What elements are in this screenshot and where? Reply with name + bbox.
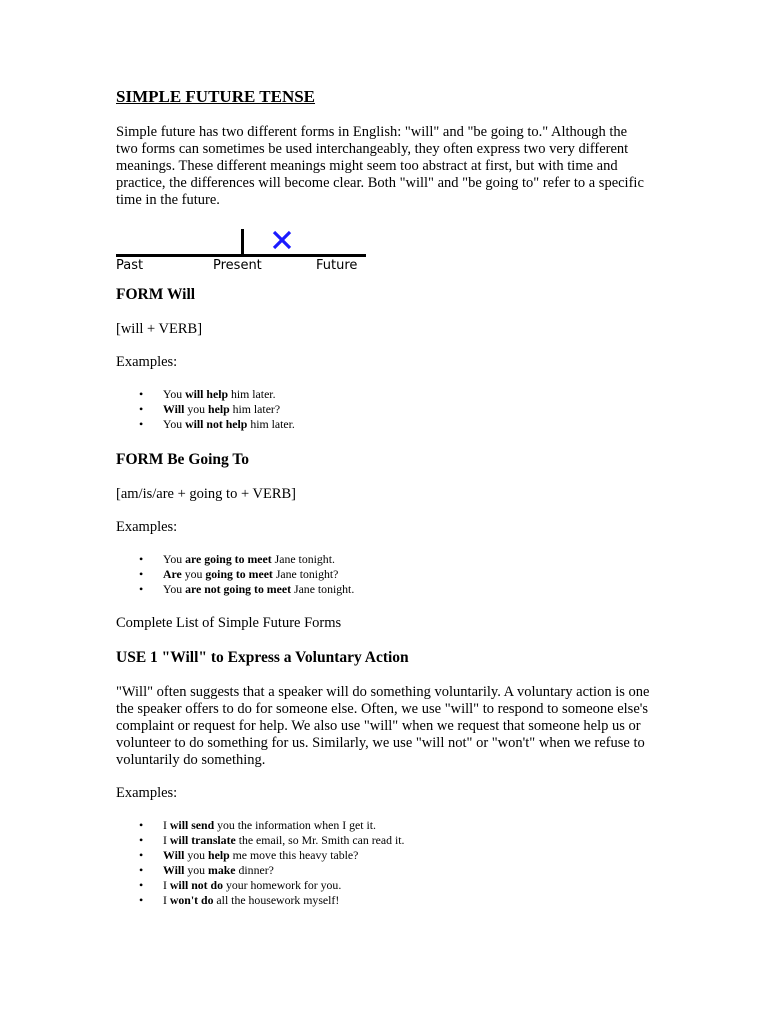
bold-text: Will: [163, 848, 185, 862]
list-item: [116, 552, 676, 567]
bold-text: will send: [169, 818, 215, 832]
text: all the housework myself!: [213, 893, 340, 907]
list-item: [116, 833, 676, 848]
text: Jane tonight?: [272, 567, 339, 581]
form-will-formula: [will + VERB]: [116, 321, 203, 337]
list-item: [116, 878, 676, 893]
text: your homework for you.: [223, 878, 342, 892]
bold-text: are going to meet: [185, 552, 272, 566]
text: him later?: [229, 402, 281, 416]
list-item: [116, 387, 676, 402]
list-item: [116, 402, 676, 417]
list-item: [116, 893, 676, 908]
use1-paragraph: "Will" often suggests that a speaker will do something voluntarily. A voluntary action is one the speaker offers to do for someone else. Often, we use "will" to respond to someone else's complaint or request for help. We also use "will" when we request that someone help us or volunteer to do something for us. Similarly, we use "will not" or "won't" when we refuse to voluntarily do something.: [116, 684, 650, 768]
text: Jane tonight.: [271, 552, 335, 566]
form-will-examples-label: Examples:: [116, 354, 178, 370]
intro-paragraph: Simple future has two different forms in English: "will" and "be going to." Although the two forms can sometimes be used interchangeably, they often express two very different meanings. These different meanings might seem too abstract at first, but with time and practice, the differences will become clear. Both "will" and "be going to" refer to a specific time in the future.: [116, 124, 644, 208]
document-page: [116, 86, 676, 908]
list-item: [116, 863, 676, 878]
text: him later.: [247, 417, 295, 431]
timeline-label-present: Present: [213, 258, 262, 273]
text: you: [181, 567, 206, 581]
text: me move this heavy table?: [229, 848, 359, 862]
text: him later.: [228, 387, 276, 401]
text: dinner?: [235, 863, 274, 877]
form-going-examples: [116, 552, 676, 597]
use1-examples-label: Examples:: [116, 785, 178, 801]
bold-text: Will: [163, 863, 185, 877]
bold-text: help: [208, 402, 230, 416]
list-item: [116, 582, 676, 597]
text: the email, so Mr. Smith can read it.: [235, 833, 405, 847]
form-going-heading: FORM Be Going To: [116, 451, 250, 468]
list-item: [116, 848, 676, 863]
form-will-heading: FORM Will: [116, 286, 196, 303]
text: you: [184, 863, 209, 877]
bold-text: Will: [163, 402, 185, 416]
list-item: [116, 567, 676, 582]
text: You: [163, 582, 186, 596]
form-going-formula: [am/is/are + going to + VERB]: [116, 486, 296, 502]
complete-list-link: Complete List of Simple Future Forms: [116, 615, 342, 631]
text: I: [163, 878, 170, 892]
bold-text: will not do: [169, 878, 223, 892]
use1-examples: [116, 818, 676, 908]
form-will-examples: [116, 387, 676, 432]
text: Jane tonight.: [291, 582, 355, 596]
text: I: [163, 818, 170, 832]
bold-text: going to meet: [205, 567, 273, 581]
text: You: [163, 387, 186, 401]
text: You: [163, 417, 186, 431]
bold-text: won't do: [169, 893, 214, 907]
timeline-label-future: Future: [316, 258, 358, 273]
bold-text: make: [208, 863, 236, 877]
text: I: [163, 833, 170, 847]
use1-heading: USE 1 "Will" to Express a Voluntary Action: [116, 649, 409, 666]
text: You: [163, 552, 186, 566]
bold-text: Are: [163, 567, 182, 581]
list-item: [116, 818, 676, 833]
present-tick: [241, 229, 244, 256]
text: you: [184, 402, 209, 416]
form-going-examples-label: Examples:: [116, 519, 178, 535]
bold-text: will not help: [185, 417, 248, 431]
timeline-diagram: [116, 227, 368, 275]
bold-text: are not going to meet: [185, 582, 292, 596]
text: you the information when I get it.: [214, 818, 376, 832]
text: I: [163, 893, 170, 907]
page-title: SIMPLE FUTURE TENSE: [116, 87, 316, 106]
future-x-marker-icon: [271, 229, 293, 251]
bold-text: will help: [185, 387, 229, 401]
bold-text: will translate: [169, 833, 236, 847]
list-item: [116, 417, 676, 432]
timeline-label-past: Past: [116, 258, 144, 273]
text: you: [184, 848, 209, 862]
bold-text: help: [208, 848, 230, 862]
